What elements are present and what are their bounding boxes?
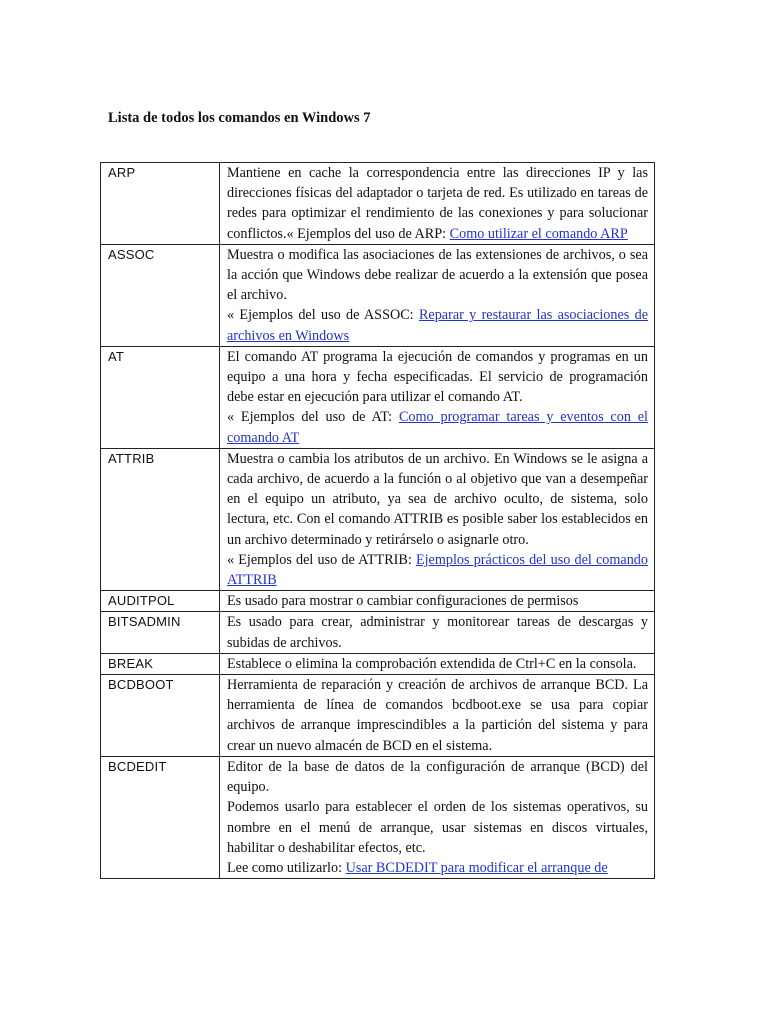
description-text: Editor de la base de datos de la configuración de arranque (BCD) del equipo. [227, 758, 648, 796]
example-label: Lee como utilizarlo: [227, 859, 346, 876]
command-description [220, 448, 655, 590]
table-row [101, 756, 655, 878]
command-description [220, 163, 655, 245]
description-text: Muestra o cambia los atributos de un archivo. En Windows se le asigna a cada archivo, de acuerdo a la función o al objetivo que van a desempeñar en el equipo un atributo, ya sea de archivo oculto, de sistema, solo lectura, etc. Con el comando ATTRIB es posible saber los establecidos en un archivo determinado y retirárselo o asignarle otro. [227, 450, 648, 548]
description-text: Muestra o modifica las asociaciones de las extensiones de archivos, o sea la acción que Windows debe realizar de acuerdo a la extensión que posea el archivo. [227, 246, 648, 304]
command-name: BITSADMIN [101, 612, 220, 653]
command-description: Herramienta de reparación y creación de archivos de arranque BCD. La herramienta de línea de comandos bcdboot.exe se usa para copiar archivos de arranque imprescindibles a la partición del sistema y para crear un nuevo almacén de BCD en el sistema. [220, 675, 655, 757]
example-label: « Ejemplos del uso de ASSOC: [227, 307, 419, 324]
command-description: Es usado para crear, administrar y monitorear tareas de descargas y subidas de archivos. [220, 612, 655, 653]
example-label: « Ejemplos del uso de ATTRIB: [227, 551, 416, 568]
table-row [101, 244, 655, 346]
example-label: « Ejemplos del uso de AT: [227, 409, 399, 426]
example-link[interactable]: Reparar y restaurar las asociaciones de archivos en Windows [227, 307, 648, 344]
page-title: Lista de todos los comandos en Windows 7 [108, 110, 371, 126]
command-description [220, 346, 655, 448]
table-row [101, 675, 655, 757]
command-name: ARP [101, 163, 220, 245]
command-name: BREAK [101, 653, 220, 674]
command-name: BCDBOOT [101, 675, 220, 757]
table-row [101, 653, 655, 674]
description-text: El comando AT programa la ejecución de comandos y programas en un equipo a una hora y fecha especificadas. El servicio de programación debe estar en ejecución para utilizar el comando AT. [227, 348, 648, 406]
example-link[interactable]: Como utilizar el comando ARP [449, 225, 628, 242]
description-text-2: Podemos usarlo para establecer el orden de los sistemas operativos, su nombre en el menú de arranque, usar sistemas en discos virtuales, habilitar o deshabilitar efectos, etc. [227, 799, 648, 856]
command-name: BCDEDIT [101, 756, 220, 878]
table-row [101, 591, 655, 612]
table-row [101, 163, 655, 245]
example-link[interactable]: Usar BCDEDIT para modificar el arranque de [345, 859, 608, 876]
table-row [101, 612, 655, 653]
command-description [220, 756, 655, 878]
command-description: Es usado para mostrar o cambiar configuraciones de permisos [220, 591, 655, 612]
command-description: Establece o elimina la comprobación extendida de Ctrl+C en la consola. [220, 653, 655, 674]
command-name: ATTRIB [101, 448, 220, 590]
example-link[interactable]: Como programar tareas y eventos con el comando AT [227, 409, 648, 446]
command-name: AT [101, 346, 220, 448]
command-name: AUDITPOL [101, 591, 220, 612]
table-row [101, 448, 655, 590]
description-text: Mantiene en cache la correspondencia entre las direcciones IP y las direcciones físicas del adaptador o tarjeta de red. Es utilizado en tareas de redes para optimizar el rendimiento de las conexiones y para solucionar conflictos.« Ejemplos del uso de ARP: [227, 165, 648, 242]
command-description [220, 244, 655, 346]
commands-table [100, 162, 655, 879]
command-name: ASSOC [101, 244, 220, 346]
table-row [101, 346, 655, 448]
example-link[interactable]: Ejemplos prácticos del uso del comando ATTRIB [227, 551, 648, 589]
